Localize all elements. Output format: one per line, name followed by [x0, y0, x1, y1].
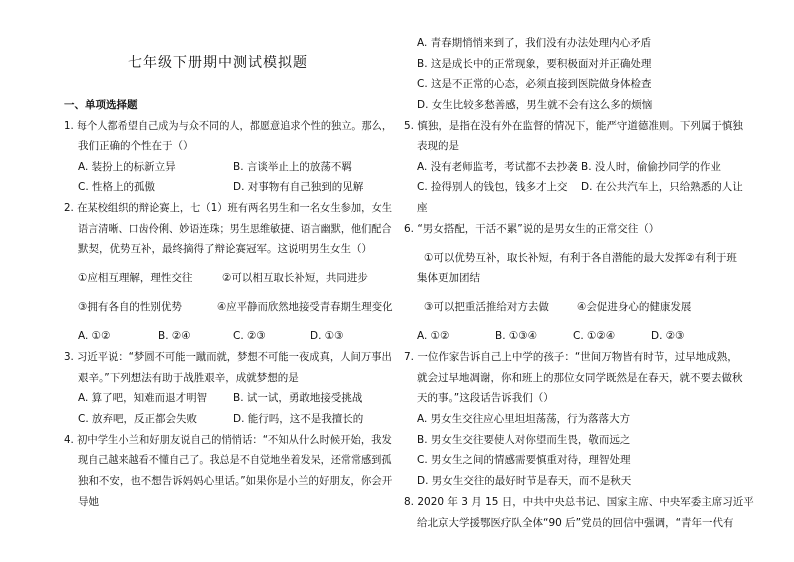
q4-option-d: D. 女生比较多愁善感，男生就不会有这么多的烦恼	[417, 99, 653, 111]
q6-statement-1-cont: 集体更加团结	[417, 272, 480, 284]
question-4-line-2: 现自己越来越看不懂自己了。我总是不自觉地坐着发呆，还常常感到孤	[78, 454, 392, 466]
q2-statement-3: ③拥有各自的性别优势	[78, 301, 182, 313]
question-7-line-3: 天的事。”这段话告诉我们（）	[417, 392, 554, 404]
q6-option-a: A. ①②	[417, 330, 450, 342]
q7-option-c: C. 男女生之间的情感需要慎重对待，理智处理	[417, 454, 631, 466]
question-1-line-2: 我们正确的个性在于（）	[78, 140, 194, 152]
question-8-line-1: 8. 2020 年 3 月 15 日，中共中央总书记、国家主席、中央军委主席习近平	[404, 496, 754, 508]
q4-option-a: A. 青春期悄悄来到了，我们没有办法处理内心矛盾	[417, 37, 652, 49]
q3-option-b: B. 试一试，勇敢地接受挑战	[233, 392, 363, 404]
question-5-line-2: 表现的是	[417, 140, 459, 152]
page-title: 七年级下册期中测试模拟题	[128, 55, 308, 71]
question-6-line-1: 6. “男女搭配，干活不累”说的是男女生的正常交往（）	[404, 223, 660, 235]
question-8-line-2: 给北京大学援鄂医疗队全体“90 后”党员的回信中强调，“青年一代有	[417, 517, 734, 529]
q6-option-d: D. ②③	[651, 330, 685, 342]
q5-option-a: A. 没有老师监考，考试都不去抄袭	[417, 161, 578, 173]
question-1-line-1: 1. 每个人都希望自己成为与众不同的人，都愿意追求个性的独立。那么，	[64, 120, 393, 132]
q4-option-b: B. 这是成长中的正常现象，要积极面对并正确处理	[417, 58, 652, 70]
q2-statement-1: ①应相互理解，理性交往	[78, 272, 193, 284]
q6-statement-3: ③可以把重活推给对方去做	[424, 301, 549, 313]
question-3-line-2: 艰辛。”下列想法有助于战胜艰辛，成就梦想的是	[78, 372, 299, 384]
q6-option-b: B. ①③④	[495, 330, 538, 342]
q2-option-b: B. ②④	[158, 330, 191, 342]
question-3-line-1: 3. 习近平说：“梦圆不可能一蹴而就，梦想不可能一夜成真，人间万事出	[64, 351, 392, 363]
question-5-line-1: 5. 慎独，是指在没有外在监督的情况下，能严守道德准则。下列属于慎独	[404, 120, 743, 132]
question-4-line-1: 4. 初中学生小兰和好朋友说自己的悄悄话：“不知从什么时候开始，我发	[64, 434, 392, 446]
question-2-line-2: 语言清晰、口齿伶俐、妙语连珠；男生思维敏捷、语言幽默，他们配合	[78, 223, 392, 235]
q1-option-b: B. 言谈举止上的放荡不羁	[233, 161, 352, 173]
q3-option-d: D. 能行吗，这不是我擅长的	[233, 413, 364, 425]
q6-statement-1: ①可以优势互补，取长补短，有利于各自潜能的最大发挥②有利于班	[424, 252, 737, 264]
q7-option-d: D. 男女生交往的最好时节是春天，而不是秋天	[417, 475, 632, 487]
q1-option-c: C. 性格上的孤傲	[78, 181, 156, 193]
q5-option-d-cont: 座	[417, 202, 428, 214]
q5-option-c: C. 捡得别人的钱包，钱多才上交	[417, 181, 568, 193]
q2-option-c: C. ②③	[233, 330, 266, 342]
q1-option-d: D. 对事物有自己独到的见解	[233, 181, 364, 193]
q4-option-c: C. 这是不正常的心态，必须直接到医院做身体检查	[417, 78, 652, 90]
question-7-line-2: 就会过早地凋谢，你和班上的那位女同学既然是在春天，就不要去做秋	[417, 372, 743, 384]
q1-option-a: A. 装扮上的标新立异	[78, 161, 176, 173]
q5-option-b: B. 没人时，偷偷抄同学的作业	[581, 161, 721, 173]
q2-option-d: D. ①③	[310, 330, 344, 342]
q2-statement-4: ④应平静而欣然地接受青春期生理变化	[217, 301, 393, 313]
q6-statement-4: ④会促进身心的健康发展	[577, 301, 692, 313]
q5-option-d: D. 在公共汽车上，只给熟悉的人让	[581, 181, 743, 193]
q7-option-b: B. 男女生交往要使人对你望而生畏，敬而远之	[417, 434, 631, 446]
question-2-line-3: 默契，优势互补，最终摘得了辩论赛冠军。这说明男生女生（）	[78, 243, 372, 255]
q3-option-c: C. 放弃吧，反正都会失败	[78, 413, 198, 425]
q3-option-a: A. 算了吧，知难而退才明智	[78, 392, 208, 404]
q2-option-a: A. ①②	[78, 330, 111, 342]
question-4-line-3: 独和不安，也不想告诉妈妈心里话。”如果你是小兰的好朋友，你会开	[78, 475, 393, 487]
question-7-line-1: 7. 一位作家告诉自己上中学的孩子：“世间万物皆有时节，过早地成熟，	[404, 351, 738, 363]
section-heading: 一、单项选择题	[64, 99, 138, 111]
question-2-line-1: 2. 在某校组织的辩论赛上，七（1）班有两名男生和一名女生参加，女生	[64, 202, 393, 214]
question-4-line-4: 导她	[78, 496, 99, 508]
q6-option-c: C. ①②④	[573, 330, 616, 342]
q7-option-a: A. 男女生交往应心里坦坦荡荡，行为落落大方	[417, 413, 631, 425]
q2-statement-2: ②可以相互取长补短，共同进步	[222, 272, 368, 284]
